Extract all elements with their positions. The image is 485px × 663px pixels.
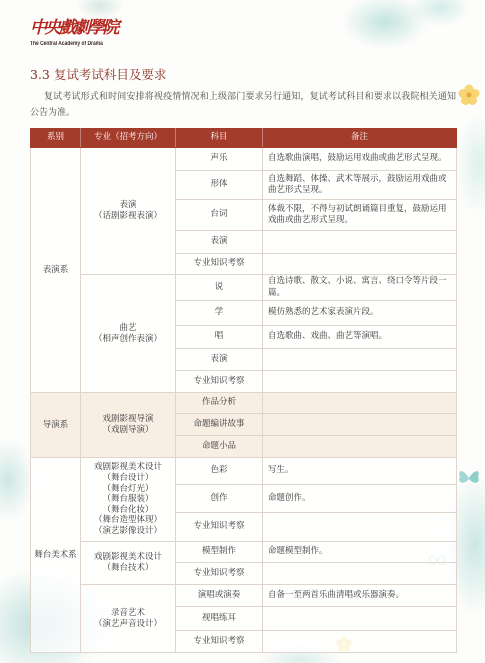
note-cell — [263, 631, 457, 653]
note-cell: 写生。 — [263, 458, 457, 485]
note-cell — [263, 436, 457, 458]
subject-cell: 表演 — [176, 349, 263, 371]
header-department: 系别 — [31, 129, 81, 148]
major-cell: 录音艺术 （演艺声音设计） — [81, 585, 176, 653]
subject-cell: 模型制作 — [176, 542, 263, 563]
subject-cell: 专业知识考察 — [176, 563, 263, 585]
department-cell: 表演系 — [31, 148, 81, 393]
subject-cell: 说 — [176, 275, 263, 301]
department-cell: 舞台美术系 — [31, 458, 81, 653]
note-cell: 命题模型制作。 — [263, 542, 457, 563]
note-cell — [263, 254, 457, 275]
header-note: 备注 — [263, 129, 457, 148]
table-row — [31, 275, 457, 301]
logo-subtitle: The Central Academy of Drama — [30, 41, 103, 47]
subject-cell: 台词 — [176, 200, 263, 231]
subject-cell: 表演 — [176, 231, 263, 254]
subject-cell: 专业知识考察 — [176, 631, 263, 653]
subject-cell: 视唱练耳 — [176, 607, 263, 631]
subject-cell: 形体 — [176, 171, 263, 200]
major-cell: 戏剧影视美术设计 （舞台设计） （舞台灯光） （舞台服装） （舞台化妆） （舞台造型体现） （演艺影像设计） — [81, 458, 176, 542]
subject-cell: 专业知识考察 — [176, 254, 263, 275]
exam-subjects-table — [30, 128, 457, 653]
subject-cell: 声乐 — [176, 148, 263, 171]
subject-cell: 唱 — [176, 326, 263, 349]
header-major: 专业（招考方向） — [81, 129, 176, 148]
table-header-row — [31, 129, 457, 148]
subject-cell: 专业知识考察 — [176, 371, 263, 393]
note-cell: 模仿熟悉的艺术家表演片段。 — [263, 301, 457, 326]
note-cell — [263, 231, 457, 254]
intro-paragraph: 复试考试形式和时间安排将视疫情情况和上级部门要求另行通知，复试考试科目和要求以我院相关通知公告为准。 — [30, 92, 456, 118]
department-cell: 导演系 — [31, 393, 81, 458]
note-cell: 体裁不限，不得与初试朗诵篇目重复，鼓励运用戏曲或曲艺形式呈现。 — [263, 200, 457, 231]
note-cell — [263, 349, 457, 371]
note-cell: 命题创作。 — [263, 485, 457, 513]
major-cell: 表演 （话剧影视表演） — [81, 148, 176, 275]
header-subject: 科目 — [176, 129, 263, 148]
subject-cell: 学 — [176, 301, 263, 326]
subject-cell: 作品分析 — [176, 393, 263, 414]
note-cell: 自备一至两首乐曲清唱或乐器演奏。 — [263, 585, 457, 607]
major-cell: 戏剧影视美术设计 （舞台技术） — [81, 542, 176, 585]
note-cell — [263, 393, 457, 414]
table-row — [31, 393, 457, 414]
note-cell — [263, 607, 457, 631]
table-row — [31, 585, 457, 607]
flower-decoration-icon — [458, 84, 480, 106]
note-cell — [263, 371, 457, 393]
note-cell: 自选舞蹈、体操、武术等展示，鼓励运用戏曲或曲艺形式呈现。 — [263, 171, 457, 200]
subject-cell: 演唱或演奏 — [176, 585, 263, 607]
subject-cell: 命题编讲故事 — [176, 414, 263, 436]
butterfly-decoration-icon — [457, 468, 481, 488]
table-row — [31, 542, 457, 563]
note-cell — [263, 513, 457, 542]
major-cell: 戏剧影视导演 （戏剧导演） — [81, 393, 176, 458]
logo-title: 中央戲劇學院 — [30, 18, 117, 38]
academy-logo — [30, 17, 119, 48]
table-row — [31, 458, 457, 485]
note-cell: 自选诗歌、散文、小说、寓言、绕口令等片段一篇。 — [263, 275, 457, 301]
subject-cell: 命题小品 — [176, 436, 263, 458]
subject-cell: 创作 — [176, 485, 263, 513]
note-cell — [263, 414, 457, 436]
note-cell: 自选歌曲、戏曲、曲艺等演唱。 — [263, 326, 457, 349]
table-row — [31, 148, 457, 171]
note-cell — [263, 563, 457, 585]
subject-cell: 专业知识考察 — [176, 513, 263, 542]
note-cell: 自选歌曲演唱，鼓励运用戏曲或曲艺形式呈现。 — [263, 148, 457, 171]
section-heading: 3.3 复试考试科目及要求 — [30, 67, 167, 82]
subject-cell: 色彩 — [176, 458, 263, 485]
major-cell: 曲艺 （相声创作表演） — [81, 275, 176, 393]
